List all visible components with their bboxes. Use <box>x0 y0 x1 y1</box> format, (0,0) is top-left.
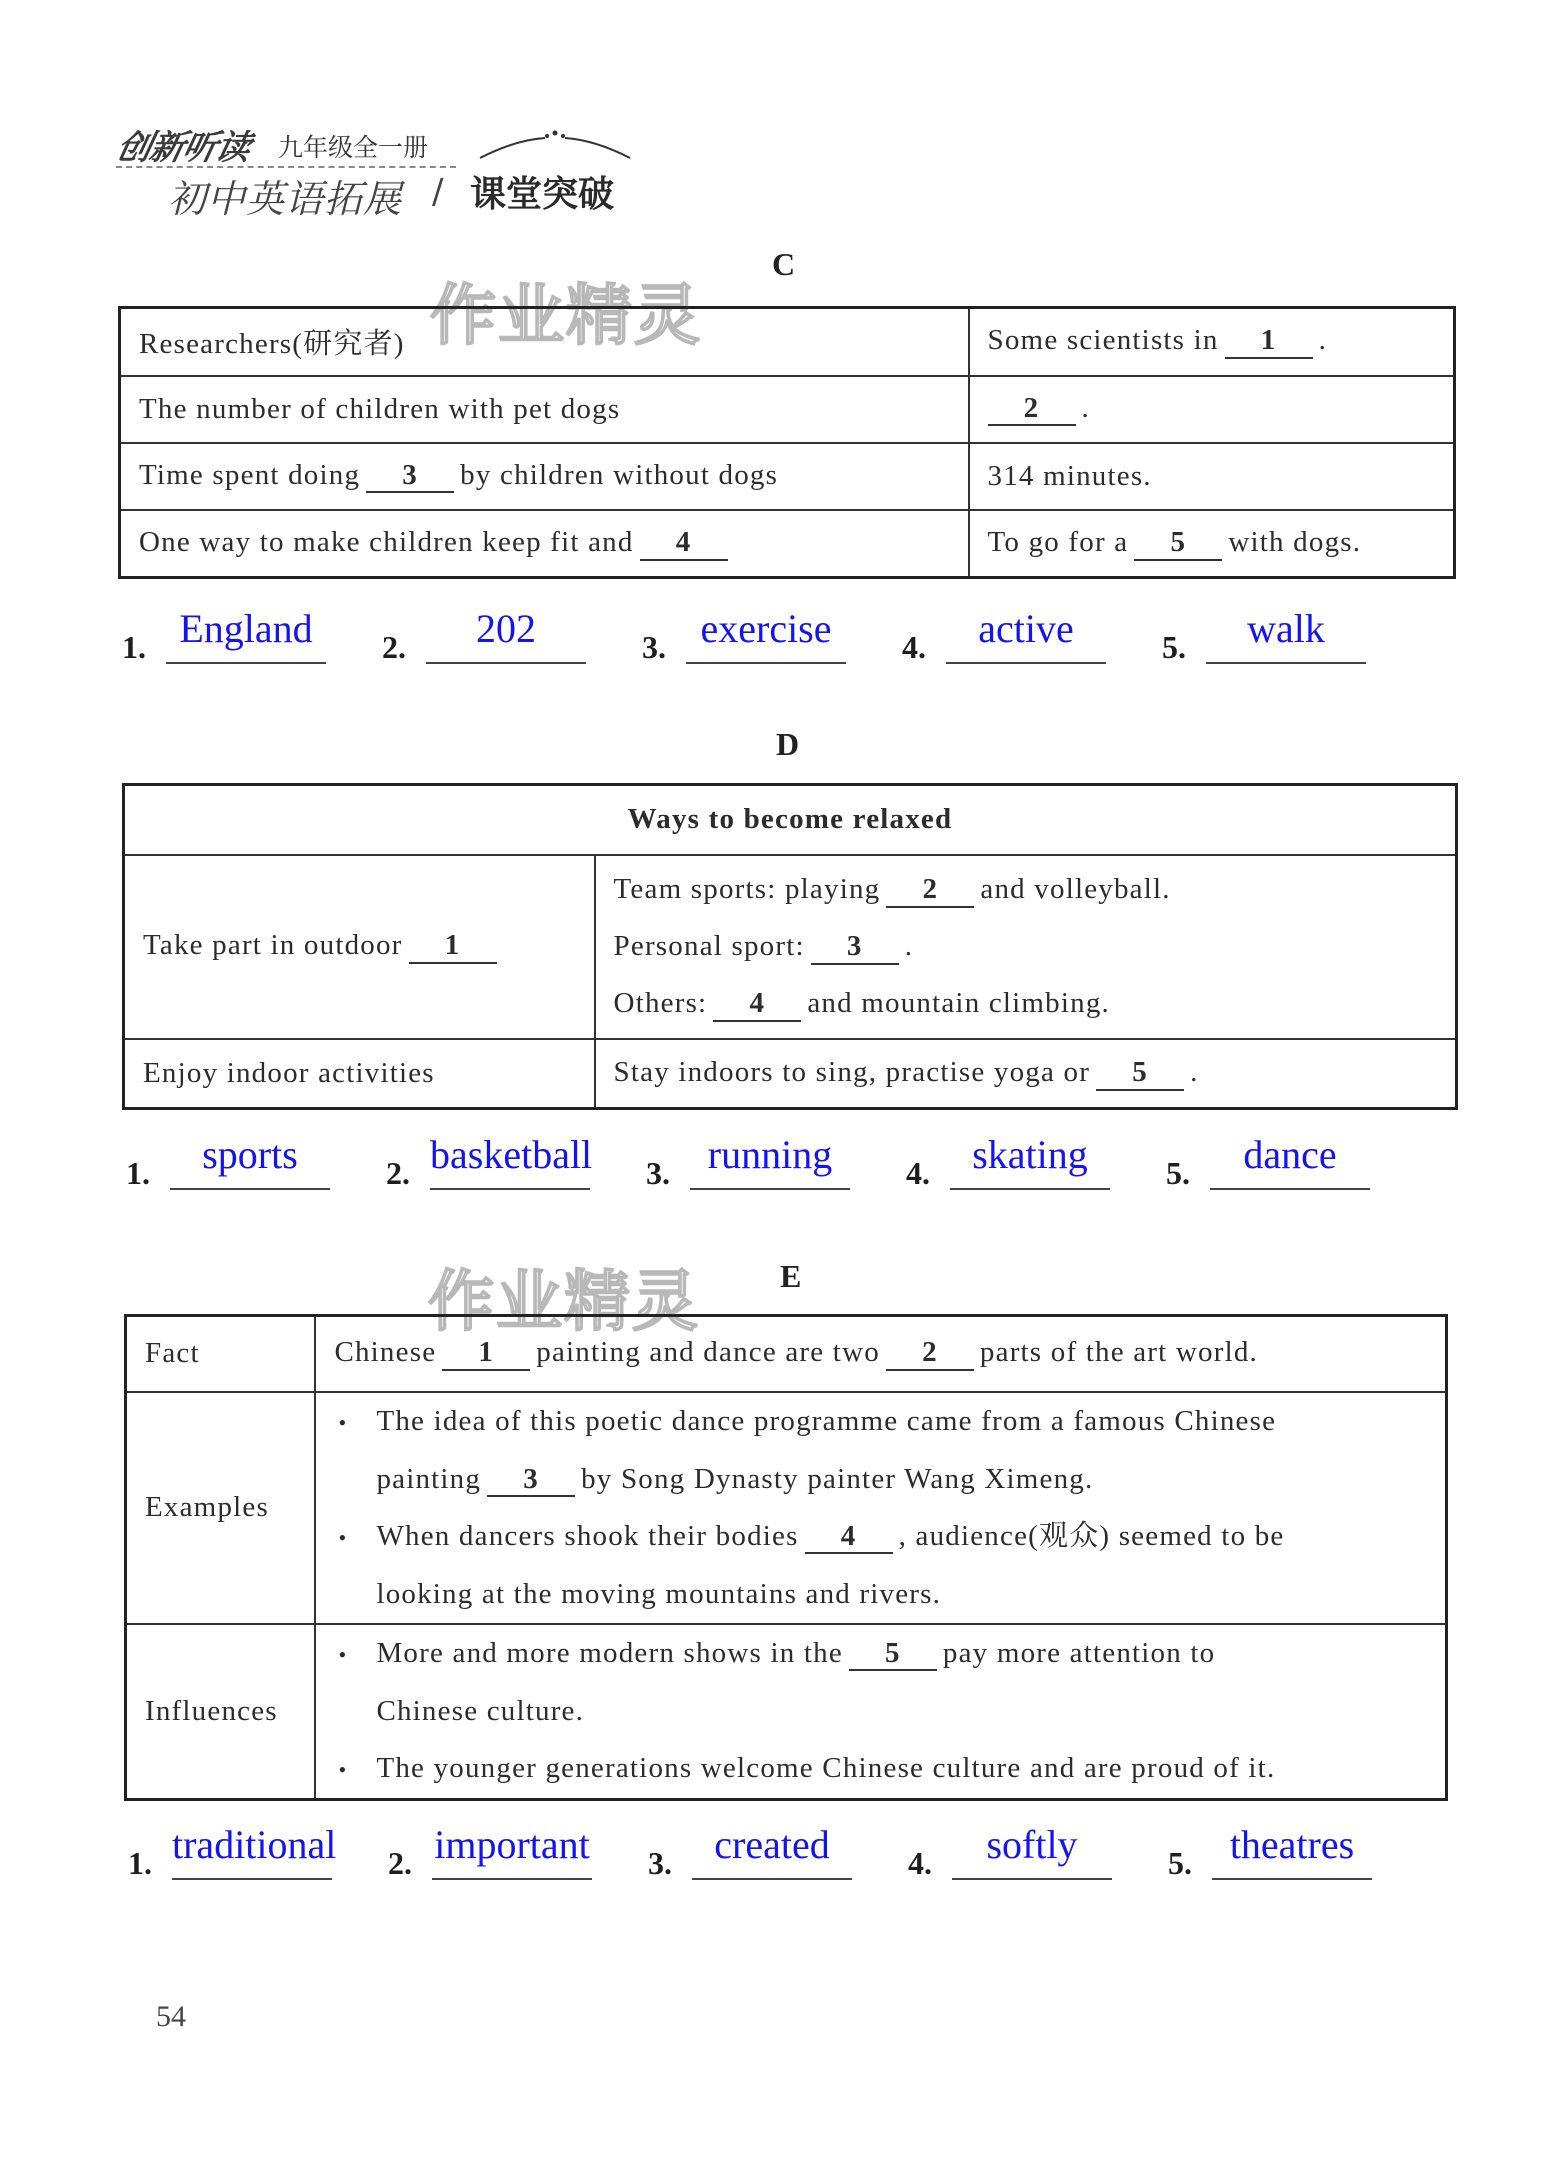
cell <box>120 510 969 578</box>
book-subtitle: 初中英语拓展 <box>168 177 403 221</box>
blank-5: 5 <box>1096 1057 1184 1091</box>
section-letter-e: E <box>780 1258 802 1294</box>
answer-value[interactable]: active <box>978 606 1074 651</box>
answer-line <box>1210 1188 1370 1190</box>
section-letter-d: D <box>776 726 800 762</box>
bullet-icon: • <box>338 1641 348 1667</box>
bullet-icon: • <box>338 1756 348 1782</box>
row-label: Influences <box>126 1624 316 1800</box>
cell-text: by children without dogs <box>460 458 779 491</box>
cell <box>969 510 1455 578</box>
answer-value[interactable]: running <box>707 1132 833 1177</box>
blank-5: 5 <box>1134 527 1222 561</box>
answer-value[interactable]: walk <box>1247 606 1325 651</box>
answer-number: 3. <box>642 629 666 665</box>
cell-text: Some scientists in <box>987 324 1219 357</box>
answer-line <box>172 1878 332 1880</box>
watermark: 作业精灵 <box>428 1263 700 1340</box>
table-title: Ways to become relaxed <box>124 785 1457 855</box>
bullet-continuation <box>338 1566 1427 1623</box>
answer-number: 4. <box>906 1155 930 1191</box>
header-arc-stars-icon <box>475 128 635 162</box>
bullet-continuation <box>338 1683 1427 1740</box>
cell-text: The idea of this poetic dance programme came from a famous Chinese <box>376 1404 1277 1437</box>
answers-e <box>0 1810 1554 1890</box>
line <box>614 861 1437 918</box>
answer-number: 1. <box>126 1155 150 1191</box>
blank-2: 2 <box>988 393 1076 427</box>
cell-text: parts of the art world. <box>979 1336 1258 1369</box>
cell-text: The number of children with pet dogs <box>139 392 621 425</box>
table-row <box>126 1392 1447 1624</box>
answer-value[interactable]: 202 <box>476 606 536 651</box>
answers-d <box>0 1120 1554 1200</box>
cell <box>595 1039 1457 1109</box>
cell-text: To go for a <box>987 525 1129 558</box>
book-grade: 九年级全一册 <box>278 133 429 162</box>
page-number: 54 <box>156 2000 186 2033</box>
cell <box>969 376 1455 443</box>
cell-text: Enjoy indoor activities <box>143 1056 435 1089</box>
row-label: Examples <box>126 1392 316 1624</box>
cell-text: looking at the moving mountains and rivers. <box>376 1577 942 1610</box>
bullet-icon: • <box>338 1524 348 1550</box>
answers-c <box>0 594 1554 674</box>
answer-number: 2. <box>382 629 406 665</box>
blank-3: 3 <box>487 1464 575 1498</box>
table-d <box>122 783 1458 1110</box>
answer-line <box>950 1188 1110 1190</box>
blank-4: 4 <box>805 1521 893 1555</box>
bullet-item <box>338 1508 1427 1566</box>
table-row <box>126 1316 1447 1392</box>
book-brand: 创新听读 <box>113 128 254 168</box>
cell <box>969 443 1455 510</box>
answer-value[interactable]: created <box>714 1822 830 1867</box>
bullet-icon: • <box>338 1409 348 1435</box>
answer-line <box>692 1878 852 1880</box>
blank-1: 1 <box>442 1337 530 1371</box>
cell-text: painting and dance are two <box>536 1336 880 1369</box>
bullet-continuation <box>338 1451 1427 1508</box>
table-row <box>120 510 1455 578</box>
cell-text: Personal sport: <box>613 930 805 962</box>
bullet-item <box>338 1625 1427 1683</box>
answer-line <box>1206 662 1366 664</box>
cell <box>315 1392 1446 1624</box>
cell <box>315 1316 1446 1392</box>
answer-value[interactable]: dance <box>1243 1132 1337 1177</box>
answer-line <box>686 662 846 664</box>
cell <box>595 855 1457 1039</box>
answer-line <box>690 1188 850 1190</box>
watermark: 作业精灵 <box>430 277 702 354</box>
answer-value[interactable]: theatres <box>1229 1822 1355 1867</box>
answer-number: 4. <box>902 629 926 665</box>
answer-value[interactable]: important <box>434 1822 590 1867</box>
line <box>614 918 1437 975</box>
cell-text: pay more attention to <box>942 1636 1216 1669</box>
cell <box>120 376 969 443</box>
answer-line <box>426 662 586 664</box>
answer-line <box>430 1188 590 1190</box>
table-e <box>124 1314 1448 1801</box>
cell-text: Chinese culture. <box>376 1694 585 1727</box>
table-row <box>124 785 1457 855</box>
bullet-item <box>338 1740 1427 1798</box>
cell-text: . <box>1081 391 1090 424</box>
cell-text: Take part in outdoor <box>143 929 403 962</box>
answer-value[interactable]: sports <box>202 1132 298 1177</box>
cell-text: . <box>1318 324 1328 357</box>
cell-text: The younger generations welcome Chinese culture and are proud of it. <box>376 1751 1276 1784</box>
cell-text: Chinese <box>334 1336 437 1369</box>
answer-number: 4. <box>908 1845 932 1881</box>
cell <box>969 308 1455 376</box>
cell-text: and mountain climbing. <box>807 987 1110 1019</box>
answer-line <box>170 1188 330 1190</box>
blank-5: 5 <box>849 1638 937 1672</box>
blank-4: 4 <box>640 527 728 561</box>
cell <box>120 443 969 510</box>
answer-value[interactable]: traditional <box>172 1822 337 1867</box>
answer-number: 1. <box>128 1845 152 1881</box>
answer-value[interactable]: skating <box>972 1132 1088 1177</box>
answer-number: 3. <box>648 1845 672 1881</box>
cell-text: Stay indoors to sing, practise yoga or <box>613 1055 1091 1088</box>
table-row <box>124 1039 1457 1109</box>
answer-number: 5. <box>1166 1155 1190 1191</box>
cell <box>315 1624 1446 1800</box>
cell-text: . <box>904 930 914 962</box>
row-label: Fact <box>126 1316 316 1392</box>
cell-text: , audience(观众) seemed to be <box>898 1519 1285 1552</box>
table-c <box>118 306 1456 579</box>
answer-value[interactable]: softly <box>986 1822 1078 1867</box>
blank-1: 1 <box>1225 325 1313 359</box>
blank-1: 1 <box>409 930 497 964</box>
blank-4: 4 <box>713 988 801 1022</box>
cell-text: by Song Dynasty painter Wang Ximeng. <box>581 1462 1094 1495</box>
blank-2: 2 <box>886 874 974 908</box>
cell-text: One way to make children keep fit and <box>139 525 634 558</box>
line <box>614 975 1437 1032</box>
table-row <box>124 855 1457 1039</box>
cell-text: and volleyball. <box>980 873 1171 905</box>
answer-number: 2. <box>386 1155 410 1191</box>
bullet-item <box>338 1393 1427 1451</box>
answer-value[interactable]: exercise <box>700 606 832 651</box>
blank-2: 2 <box>886 1337 974 1371</box>
cell-text: 314 minutes. <box>987 459 1152 492</box>
table-row <box>120 376 1455 443</box>
blank-3: 3 <box>366 460 454 494</box>
answer-line <box>1212 1878 1372 1880</box>
cell-text: Time spent doing <box>139 458 361 491</box>
cell-text: painting <box>376 1462 482 1495</box>
cell-text: . <box>1190 1055 1199 1088</box>
answer-line <box>166 662 326 664</box>
cell-text: Researchers(研究者) <box>139 328 405 361</box>
section-title: 课堂突破 <box>470 174 615 215</box>
cell-text: More and more modern shows in the <box>376 1636 843 1669</box>
section-letter-c: C <box>772 246 796 282</box>
answer-line <box>952 1878 1112 1880</box>
cell-text: with dogs. <box>1228 525 1362 558</box>
answer-number: 2. <box>388 1845 412 1881</box>
cell-text: Others: <box>613 987 708 1019</box>
blank-3: 3 <box>811 931 899 965</box>
answer-line <box>946 662 1106 664</box>
answer-value[interactable]: England <box>179 606 313 651</box>
cell-text: Team sports: playing <box>613 873 881 905</box>
table-row <box>120 308 1455 376</box>
answer-number: 3. <box>646 1155 670 1191</box>
header-separator: / <box>432 172 444 212</box>
answer-line <box>432 1878 592 1880</box>
answer-number: 5. <box>1162 629 1186 665</box>
answer-value[interactable]: basketball <box>430 1132 593 1177</box>
table-row <box>126 1624 1447 1800</box>
answer-number: 5. <box>1168 1845 1192 1881</box>
cell <box>124 1039 595 1109</box>
table-row <box>120 443 1455 510</box>
answer-number: 1. <box>122 629 146 665</box>
cell <box>120 308 969 376</box>
cell <box>124 855 595 1039</box>
cell-text: When dancers shook their bodies <box>376 1519 799 1552</box>
